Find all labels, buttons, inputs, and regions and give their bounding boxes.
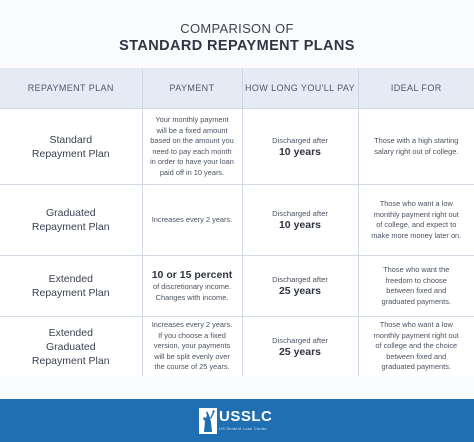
table-row bbox=[0, 317, 474, 377]
plan-cell bbox=[0, 317, 142, 377]
payment-text: Increases every 2 years. bbox=[151, 214, 233, 224]
duration-years: 25 years bbox=[278, 285, 322, 297]
table-row bbox=[0, 256, 474, 317]
ideal-cell bbox=[358, 256, 474, 317]
duration-years: 10 years bbox=[278, 145, 322, 158]
payment-cell bbox=[142, 256, 242, 317]
payment-text: of discretionary income. Changes with income. bbox=[152, 282, 232, 302]
payment-cell bbox=[142, 185, 242, 256]
payment-text: Increases every 2 years. If you choose a fixed version, your payments will be split evenly over the course of 25 years. bbox=[151, 320, 233, 372]
ideal-text: Those who want a low monthly payment right out of college, and expect to make more money later on. bbox=[371, 199, 462, 240]
table-row bbox=[0, 109, 474, 185]
footer-bar bbox=[0, 399, 474, 442]
duration-cell bbox=[242, 256, 358, 317]
discharged-label: Discharged after bbox=[272, 135, 328, 145]
payment-text: Your monthly payment will be a fixed amount based on the amount you need to pay each month in order to have your loan paid off in 10 years. bbox=[150, 115, 234, 177]
ideal-text: Those who want the freedom to choose between fixed and graduated payments. bbox=[381, 265, 451, 306]
column-header-ideal-for: IDEAL FOR bbox=[358, 68, 474, 109]
comparison-table bbox=[0, 68, 474, 376]
discharged-label: Discharged after bbox=[272, 335, 328, 345]
duration-cell bbox=[242, 185, 358, 256]
discharged-label: Discharged after bbox=[272, 275, 328, 284]
column-header-payment: PAYMENT bbox=[142, 68, 242, 109]
plan-name: Graduated Repayment Plan bbox=[31, 207, 110, 233]
ideal-cell bbox=[358, 109, 474, 185]
logo-text: USSLC bbox=[219, 408, 273, 425]
discharged-label: Discharged after bbox=[272, 209, 328, 218]
duration-cell bbox=[242, 317, 358, 377]
column-header-how-long: HOW LONG YOU'LL PAY bbox=[242, 68, 358, 109]
payment-cell bbox=[142, 317, 242, 377]
plan-cell bbox=[0, 185, 142, 256]
plan-cell bbox=[0, 256, 142, 317]
statue-of-liberty-icon bbox=[199, 408, 217, 434]
plan-name: Extended Graduated Repayment Plan bbox=[31, 326, 110, 367]
ideal-cell bbox=[358, 317, 474, 377]
title-line-1: COMPARISON OF bbox=[180, 21, 294, 36]
ideal-cell bbox=[358, 185, 474, 256]
payment-cell bbox=[142, 109, 242, 185]
duration-years: 25 years bbox=[278, 345, 322, 358]
duration-cell bbox=[242, 109, 358, 185]
plan-name: Extended Repayment Plan bbox=[31, 273, 110, 299]
title-block bbox=[0, 0, 474, 68]
duration-years: 10 years bbox=[278, 219, 322, 231]
usslc-logo bbox=[199, 406, 279, 436]
plan-cell bbox=[0, 109, 142, 185]
column-header-repayment-plan: REPAYMENT PLAN bbox=[0, 68, 142, 109]
ideal-text: Those with a high starting salary right out of college. bbox=[374, 136, 459, 156]
ideal-text: Those who want a low monthly payment right out of college and the choice between fixed and graduated payments. bbox=[373, 320, 459, 372]
table-row bbox=[0, 185, 474, 256]
plan-name: Standard Repayment Plan bbox=[31, 133, 110, 160]
page-title: STANDARD REPAYMENT PLANS bbox=[119, 38, 355, 54]
payment-highlight: 10 or 15 percent bbox=[151, 269, 233, 281]
table-header-row bbox=[0, 68, 474, 109]
logo-subtext: US Student Loan Center bbox=[219, 426, 267, 431]
